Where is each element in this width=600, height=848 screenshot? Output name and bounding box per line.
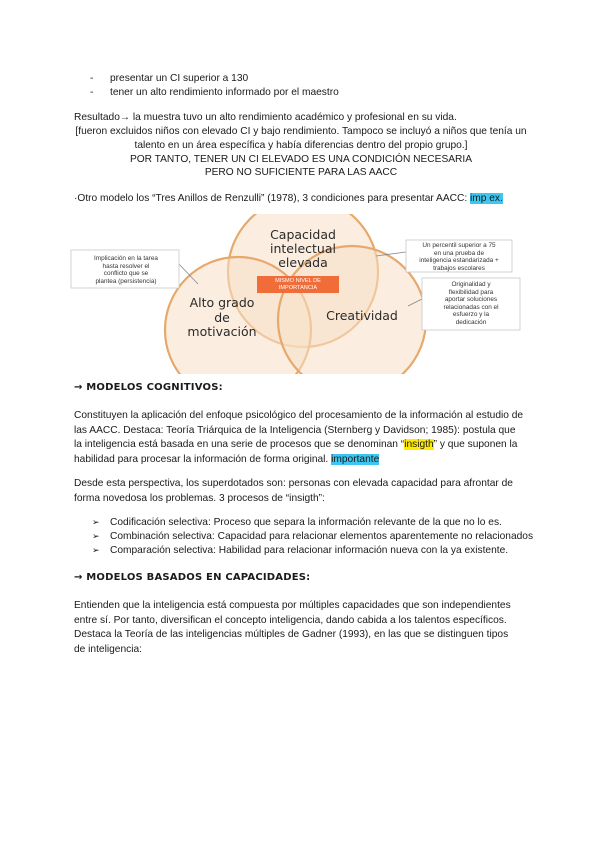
box-line: MISMO NIVEL DE	[275, 278, 321, 284]
paragraph-line: Destaca la Teoría de las inteligencias múltiples de Gadner (1993), en las que se distinguen tipos	[74, 629, 509, 640]
label-line: Capacidad	[270, 227, 336, 242]
note-line: relacionadas con el	[443, 303, 499, 311]
paragraph-line: Desde esta perspectiva, los superdotados son: personas con elevada capacidad para afrontar de	[74, 478, 513, 489]
text-span: habilidad para procesar la información de forma original.	[74, 453, 329, 465]
box-line: IMPORTANCIA	[278, 284, 318, 291]
note-line: aportar soluciones	[444, 296, 498, 304]
note-line: trabajos escolares	[433, 264, 485, 272]
note-line: inteligencia estandarizada +	[419, 257, 499, 265]
renzulli-text	[74, 192, 503, 206]
paragraph-line: Constituyen la aplicación del enfoque psicológico del procesamiento de la información al estudio de	[74, 410, 524, 421]
dash-marker: -	[90, 73, 94, 84]
result-line: Resultado→ la muestra tuvo un alto rendimiento académico y profesional en su vida.	[74, 112, 457, 123]
label-line: elevada	[278, 255, 328, 270]
dash-marker: -	[90, 87, 94, 98]
note-line: Originalidad y	[451, 281, 491, 288]
list-item	[92, 515, 502, 530]
paragraph-line: entre sí. Por tanto, diversifican el concepto inteligencia, dando cabida a los talentos específicos.	[74, 614, 507, 626]
note-line: conflicto que se	[103, 270, 149, 278]
list-item-text: Combinación selectiva: Capacidad para relacionar elementos aparentemente no relacionados	[110, 531, 534, 542]
paragraph-line: Entienden que la inteligencia está compuesta por múltiples capacidades que son independientes	[74, 600, 511, 611]
text-span: ” y que suponen la	[433, 439, 518, 450]
result-note: [fueron excluidos niños con elevado CI y bajo rendimiento. Tampoco se incluyó a niños que tenía un	[75, 126, 527, 137]
paragraph-line: de inteligencia:	[74, 643, 142, 655]
paragraph-superdotados	[74, 477, 528, 506]
paragraph-line	[74, 453, 528, 468]
circle-left-label	[166, 296, 278, 340]
label-line: intelectual	[270, 241, 336, 256]
highlight-imp-ex: imp ex.	[470, 193, 503, 204]
result-conclusion: PERO NO SUFICIENTE PARA LAS AACC	[204, 167, 398, 178]
arrow-bullet-icon: ➢	[92, 517, 100, 527]
circle-right-label: Creatividad	[326, 308, 398, 323]
note-line: Un percentil superior a 75	[422, 242, 496, 249]
paragraph-line: las AACC. Destaca: Teoría Triárquica de la Inteligencia (Sternberg y Davidson; 1985): postula que	[74, 424, 516, 436]
note-line: dedicación	[455, 318, 487, 326]
list-item	[92, 543, 508, 558]
list-item	[90, 86, 339, 100]
note-line: esfuerzo y la	[452, 311, 490, 319]
center-importance-box	[257, 276, 339, 293]
arrow-bullet-icon: ➢	[92, 545, 100, 555]
label-line: Alto grado	[189, 295, 255, 310]
paragraph-line	[74, 438, 528, 453]
highlight-insigth: insigth	[404, 439, 434, 450]
result-conclusion: POR TANTO, TENER UN CI ELEVADO ES UNA CONDICIÓN NECESARIA	[129, 154, 473, 165]
renzulli-sentence: ·Otro modelo los “Tres Anillos de Renzulli” (1978), 3 condiciones para presentar AACC:	[74, 193, 468, 204]
note-line: flexibilidad para	[448, 288, 494, 296]
note-line: en una prueba de	[433, 249, 485, 257]
note-left	[72, 255, 180, 285]
text-span: la inteligencia está basada en una serie de procesos que se denominan “	[74, 439, 405, 450]
note-line: hasta resolver el	[102, 262, 150, 270]
list-item-text: presentar un CI superior a 130	[110, 73, 249, 84]
label-line: motivación	[187, 324, 257, 339]
list-item	[90, 72, 248, 86]
circle-top-label	[232, 228, 374, 270]
note-line: Implicación en la tarea	[94, 255, 158, 262]
highlight-importante: importante	[331, 453, 380, 465]
paragraph-capacidades	[74, 599, 528, 657]
result-note: talento en un área específica y había diferencias dentro del propio grupo.]	[134, 140, 468, 151]
label-line: de	[214, 309, 230, 325]
note-top-right	[406, 242, 512, 272]
list-item-text: Comparación selectiva: Habilidad para relacionar información nueva con la ya existente.	[110, 545, 509, 556]
list-item-text: Codificación selectiva: Proceso que separa la información relevante de la que no lo es.	[110, 517, 502, 528]
list-item-text: tener un alto rendimiento informado por el maestro	[110, 87, 339, 98]
section-heading-capacidades: → MODELOS BASADOS EN CAPACIDADES:	[74, 572, 311, 583]
note-right	[422, 281, 520, 327]
arrow-bullet-icon: ➢	[92, 531, 100, 541]
list-item	[92, 529, 533, 544]
section-heading-cognitivos: → MODELOS COGNITIVOS:	[74, 382, 223, 393]
note-line: plantea (persistencia)	[95, 277, 157, 285]
paragraph-line: forma novedosa los problemas. 3 procesos de “insigth”:	[74, 492, 325, 504]
paragraph-cognitivos	[74, 409, 528, 467]
